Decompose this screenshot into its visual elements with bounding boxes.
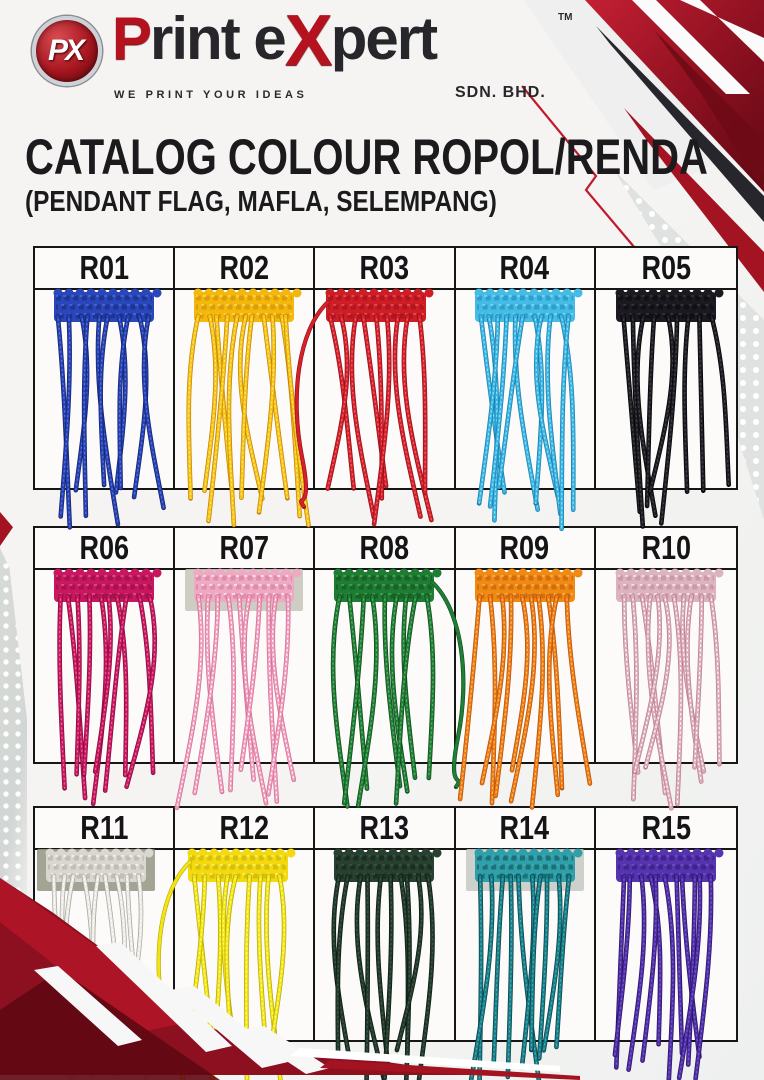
sample-cell-R13 bbox=[315, 850, 455, 1040]
fringe-swatch-R01 bbox=[34, 286, 174, 556]
code-label: R12 bbox=[219, 809, 270, 846]
brand-logo bbox=[30, 1, 590, 110]
sample-cell-R08 bbox=[315, 570, 455, 762]
catalog bbox=[33, 246, 738, 1042]
fringe-swatch-R04 bbox=[455, 286, 595, 556]
fringe-swatch-R13 bbox=[314, 846, 454, 1080]
code-header-R04 bbox=[456, 248, 596, 290]
page-subtitle: (PENDANT FLAG, MAFLA, SELEMPANG) bbox=[25, 186, 497, 218]
code-label: R03 bbox=[359, 249, 410, 286]
sample-cell-R11 bbox=[35, 850, 175, 1040]
code-header-R02 bbox=[175, 248, 315, 290]
sample-cell-R06 bbox=[35, 570, 175, 762]
fringe-swatch-R12 bbox=[174, 846, 314, 1080]
fringe-swatch-R10 bbox=[596, 566, 736, 836]
wordmark-segment: pert bbox=[330, 5, 437, 72]
badge-letters: PX bbox=[47, 34, 83, 67]
colour-table-row-3 bbox=[33, 806, 738, 1042]
sample-cell-R04 bbox=[456, 290, 596, 488]
page-title: CATALOG COLOUR ROPOL/RENDA bbox=[25, 129, 708, 185]
wordmark-segment: P bbox=[112, 5, 151, 72]
sample-cell-R07 bbox=[175, 570, 315, 762]
code-header-R10 bbox=[596, 528, 736, 570]
fringe-swatch-R11 bbox=[34, 846, 174, 1080]
code-label: R07 bbox=[219, 529, 270, 566]
code-label: R06 bbox=[79, 529, 129, 566]
fringe-swatch-R14 bbox=[455, 846, 595, 1080]
px-badge-icon bbox=[32, 16, 102, 86]
fringe-swatch-R09 bbox=[455, 566, 595, 836]
code-header-R06 bbox=[35, 528, 175, 570]
colour-table-row-1 bbox=[33, 246, 738, 490]
fringe-swatch-R08 bbox=[314, 566, 454, 836]
code-label: R08 bbox=[359, 529, 410, 566]
code-label: R04 bbox=[499, 249, 550, 286]
wordmark-segment: rint e bbox=[150, 5, 285, 72]
left-red-notch bbox=[0, 512, 13, 546]
code-header-R15 bbox=[596, 808, 736, 850]
fringe-swatch-R15 bbox=[596, 846, 736, 1080]
code-header-R08 bbox=[315, 528, 455, 570]
sample-cell-R03 bbox=[315, 290, 455, 488]
sample-cell-R05 bbox=[596, 290, 736, 488]
code-header-R03 bbox=[315, 248, 455, 290]
sample-cell-R12 bbox=[175, 850, 315, 1040]
brand-wordmark bbox=[112, 1, 437, 81]
code-header-R11 bbox=[35, 808, 175, 850]
sample-cell-R01 bbox=[35, 290, 175, 488]
code-header-R12 bbox=[175, 808, 315, 850]
sample-cell-R14 bbox=[456, 850, 596, 1040]
code-label: R15 bbox=[641, 809, 691, 846]
code-label: R10 bbox=[641, 529, 691, 566]
fringe-swatch-R06 bbox=[34, 566, 174, 836]
code-label: R05 bbox=[641, 249, 691, 286]
code-header-R01 bbox=[35, 248, 175, 290]
code-label: R14 bbox=[499, 809, 550, 846]
code-label: R13 bbox=[359, 809, 410, 846]
left-halftone-dots bbox=[0, 548, 27, 956]
fringe-swatch-R05 bbox=[596, 286, 736, 556]
code-header-R05 bbox=[596, 248, 736, 290]
code-label: R09 bbox=[499, 529, 550, 566]
code-header-R09 bbox=[456, 528, 596, 570]
code-label: R02 bbox=[219, 249, 270, 286]
brand-tagline: WE PRINT YOUR IDEAS bbox=[114, 89, 308, 101]
colour-table-row-2 bbox=[33, 526, 738, 764]
fringe-swatch-R03 bbox=[314, 286, 454, 556]
fringe-swatch-R02 bbox=[174, 286, 314, 556]
code-header-R14 bbox=[456, 808, 596, 850]
code-label: R11 bbox=[80, 809, 129, 846]
trademark-mark: TM bbox=[558, 12, 573, 23]
sample-cell-R02 bbox=[175, 290, 315, 488]
code-label: R01 bbox=[79, 249, 129, 286]
sample-cell-R09 bbox=[456, 570, 596, 762]
code-header-R13 bbox=[315, 808, 455, 850]
brand-entity: SDN. BHD. bbox=[455, 84, 546, 101]
code-header-R07 bbox=[175, 528, 315, 570]
sample-cell-R15 bbox=[596, 850, 736, 1040]
wordmark-segment: X bbox=[284, 1, 331, 81]
sample-cell-R10 bbox=[596, 570, 736, 762]
fringe-swatch-R07 bbox=[174, 566, 314, 836]
